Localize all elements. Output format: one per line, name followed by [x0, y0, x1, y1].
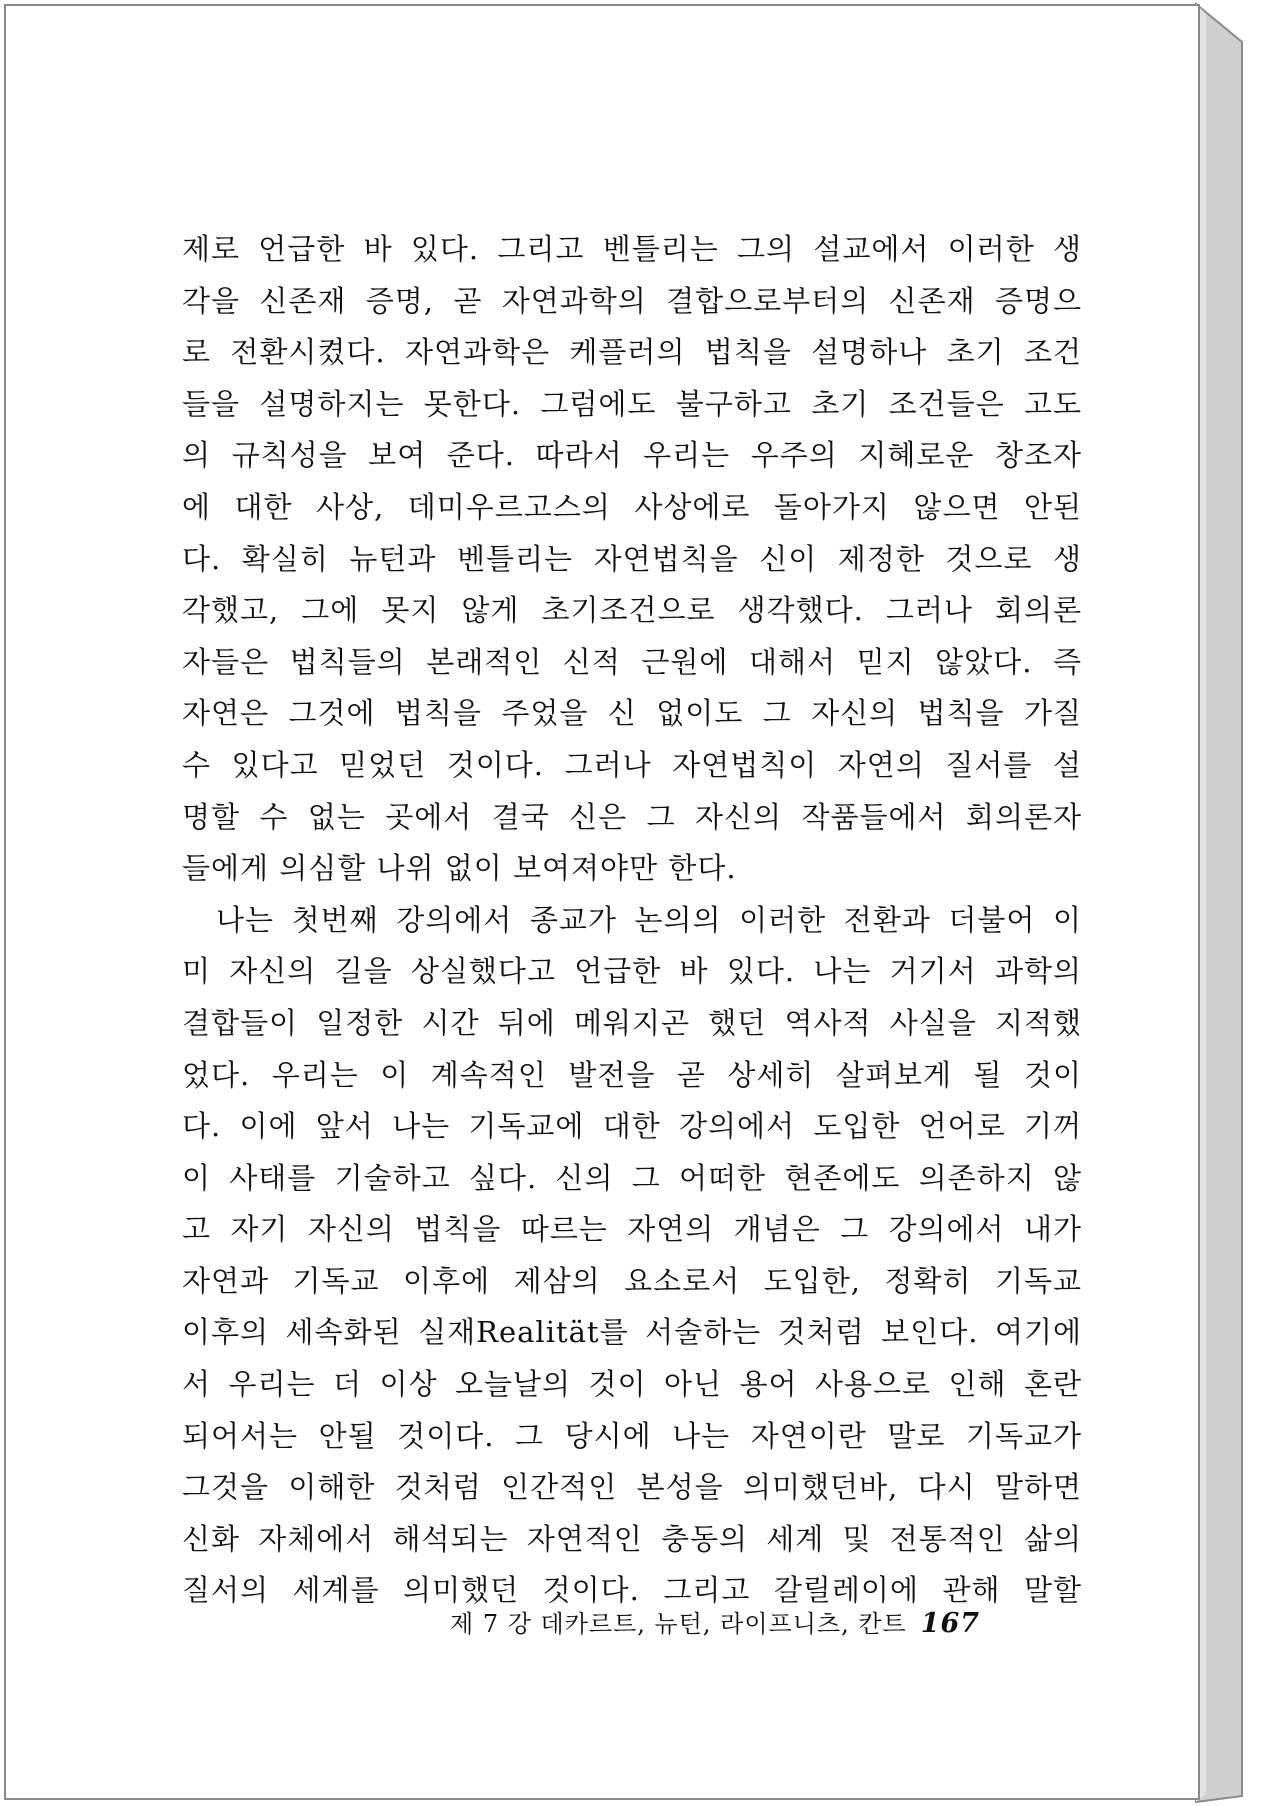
text-line: 의 규칙성을 보여 준다. 따라서 우리는 우주의 지혜로운 창조자 — [182, 438, 1082, 473]
text-line: 제로 언급한 바 있다. 그리고 벤틀리는 그의 설교에서 이러한 생 — [182, 232, 1082, 266]
text-line: 자연은 그것에 법칙을 주었을 신 없이도 그 자신의 법칙을 가질 — [182, 696, 1082, 731]
text-line: 었다. 우리는 이 계속적인 발전을 곧 상세히 살펴보게 될 것이 — [182, 1057, 1082, 1092]
text-line: 고 자기 자신의 법칙을 따르는 자연의 개념은 그 강의에서 내가 — [182, 1212, 1082, 1247]
page-number: 167 — [920, 1608, 981, 1639]
text-line: 각했고, 그에 못지 않게 초기조건으로 생각했다. 그러나 회의론 — [182, 593, 1082, 628]
text-line: 자연과 기독교 이후에 제삼의 요소로서 도입한, 정확히 기독교 — [182, 1263, 1082, 1298]
text-line: 서 우리는 더 이상 오늘날의 것이 아닌 용어 사용으로 인해 혼란 — [182, 1367, 1082, 1402]
text-line: 그것을 이해한 것처럼 인간적인 본성을 의미했던바, 다시 말하면 — [182, 1470, 1082, 1505]
body-text — [182, 224, 1082, 1617]
text-line: 명할 수 없는 곳에서 결국 신은 그 자신의 작품들에서 회의론자 — [182, 799, 1082, 834]
text-line: 신화 자체에서 해석되는 자연적인 충동의 세계 및 전통적인 삶의 — [182, 1521, 1082, 1556]
text-line: 다. 이에 앞서 나는 기독교에 대한 강의에서 도입한 언어로 기꺼 — [182, 1109, 1082, 1144]
text-line: 질서의 세계를 의미했던 것이다. 그리고 갈릴레이에 관해 말할 — [182, 1573, 1082, 1608]
text-line: 들을 설명하지는 못한다. 그럼에도 불구하고 초기 조건들은 고도 — [182, 386, 1082, 421]
page-footer — [450, 1604, 1056, 1644]
text-line: 결합들이 일정한 시간 뒤에 메워지곤 했던 역사적 사실을 지적했 — [182, 1005, 1082, 1040]
text-line: 로 전환시켰다. 자연과학은 케플러의 법칙을 설명하나 초기 조건 — [182, 335, 1082, 370]
text-line: 자들은 법칙들의 본래적인 신적 근원에 대해서 믿지 않았다. 즉 — [182, 644, 1082, 679]
running-head: 제 7 강 데카르트, 뉴턴, 라이프니츠, 칸트 — [450, 1610, 907, 1638]
text-line: 다. 확실히 뉴턴과 벤틀리는 자연법칙을 신이 제정한 것으로 생 — [182, 541, 1082, 576]
text-line: 수 있다고 믿었던 것이다. 그러나 자연법칙이 자연의 질서를 설 — [182, 747, 1082, 782]
text-line: 되어서는 안될 것이다. 그 당시에 나는 자연이란 말로 기독교가 — [182, 1418, 1082, 1453]
text-line-paragraph-start: 나는 첫번째 강의에서 종교가 논의의 이러한 전환과 더불어 이 — [216, 902, 1082, 937]
page — [4, 4, 1200, 1800]
text-line-paragraph-end: 들에게 의심할 나위 없이 보여져야만 한다. — [182, 851, 737, 886]
text-line: 미 자신의 길을 상실했다고 언급한 바 있다. 나는 거기서 과학의 — [182, 954, 1082, 989]
text-line: 이 사태를 기술하고 싶다. 신의 그 어떠한 현존에도 의존하지 않 — [182, 1160, 1082, 1195]
text-line: 각을 신존재 증명, 곧 자연과학의 결합으로부터의 신존재 증명으 — [182, 283, 1082, 318]
text-line: 이후의 세속화된 실재Realität를 서술하는 것처럼 보인다. 여기에 — [182, 1315, 1082, 1350]
text-line: 에 대한 사상, 데미우르고스의 사상에로 돌아가지 않으면 안된 — [182, 489, 1082, 524]
